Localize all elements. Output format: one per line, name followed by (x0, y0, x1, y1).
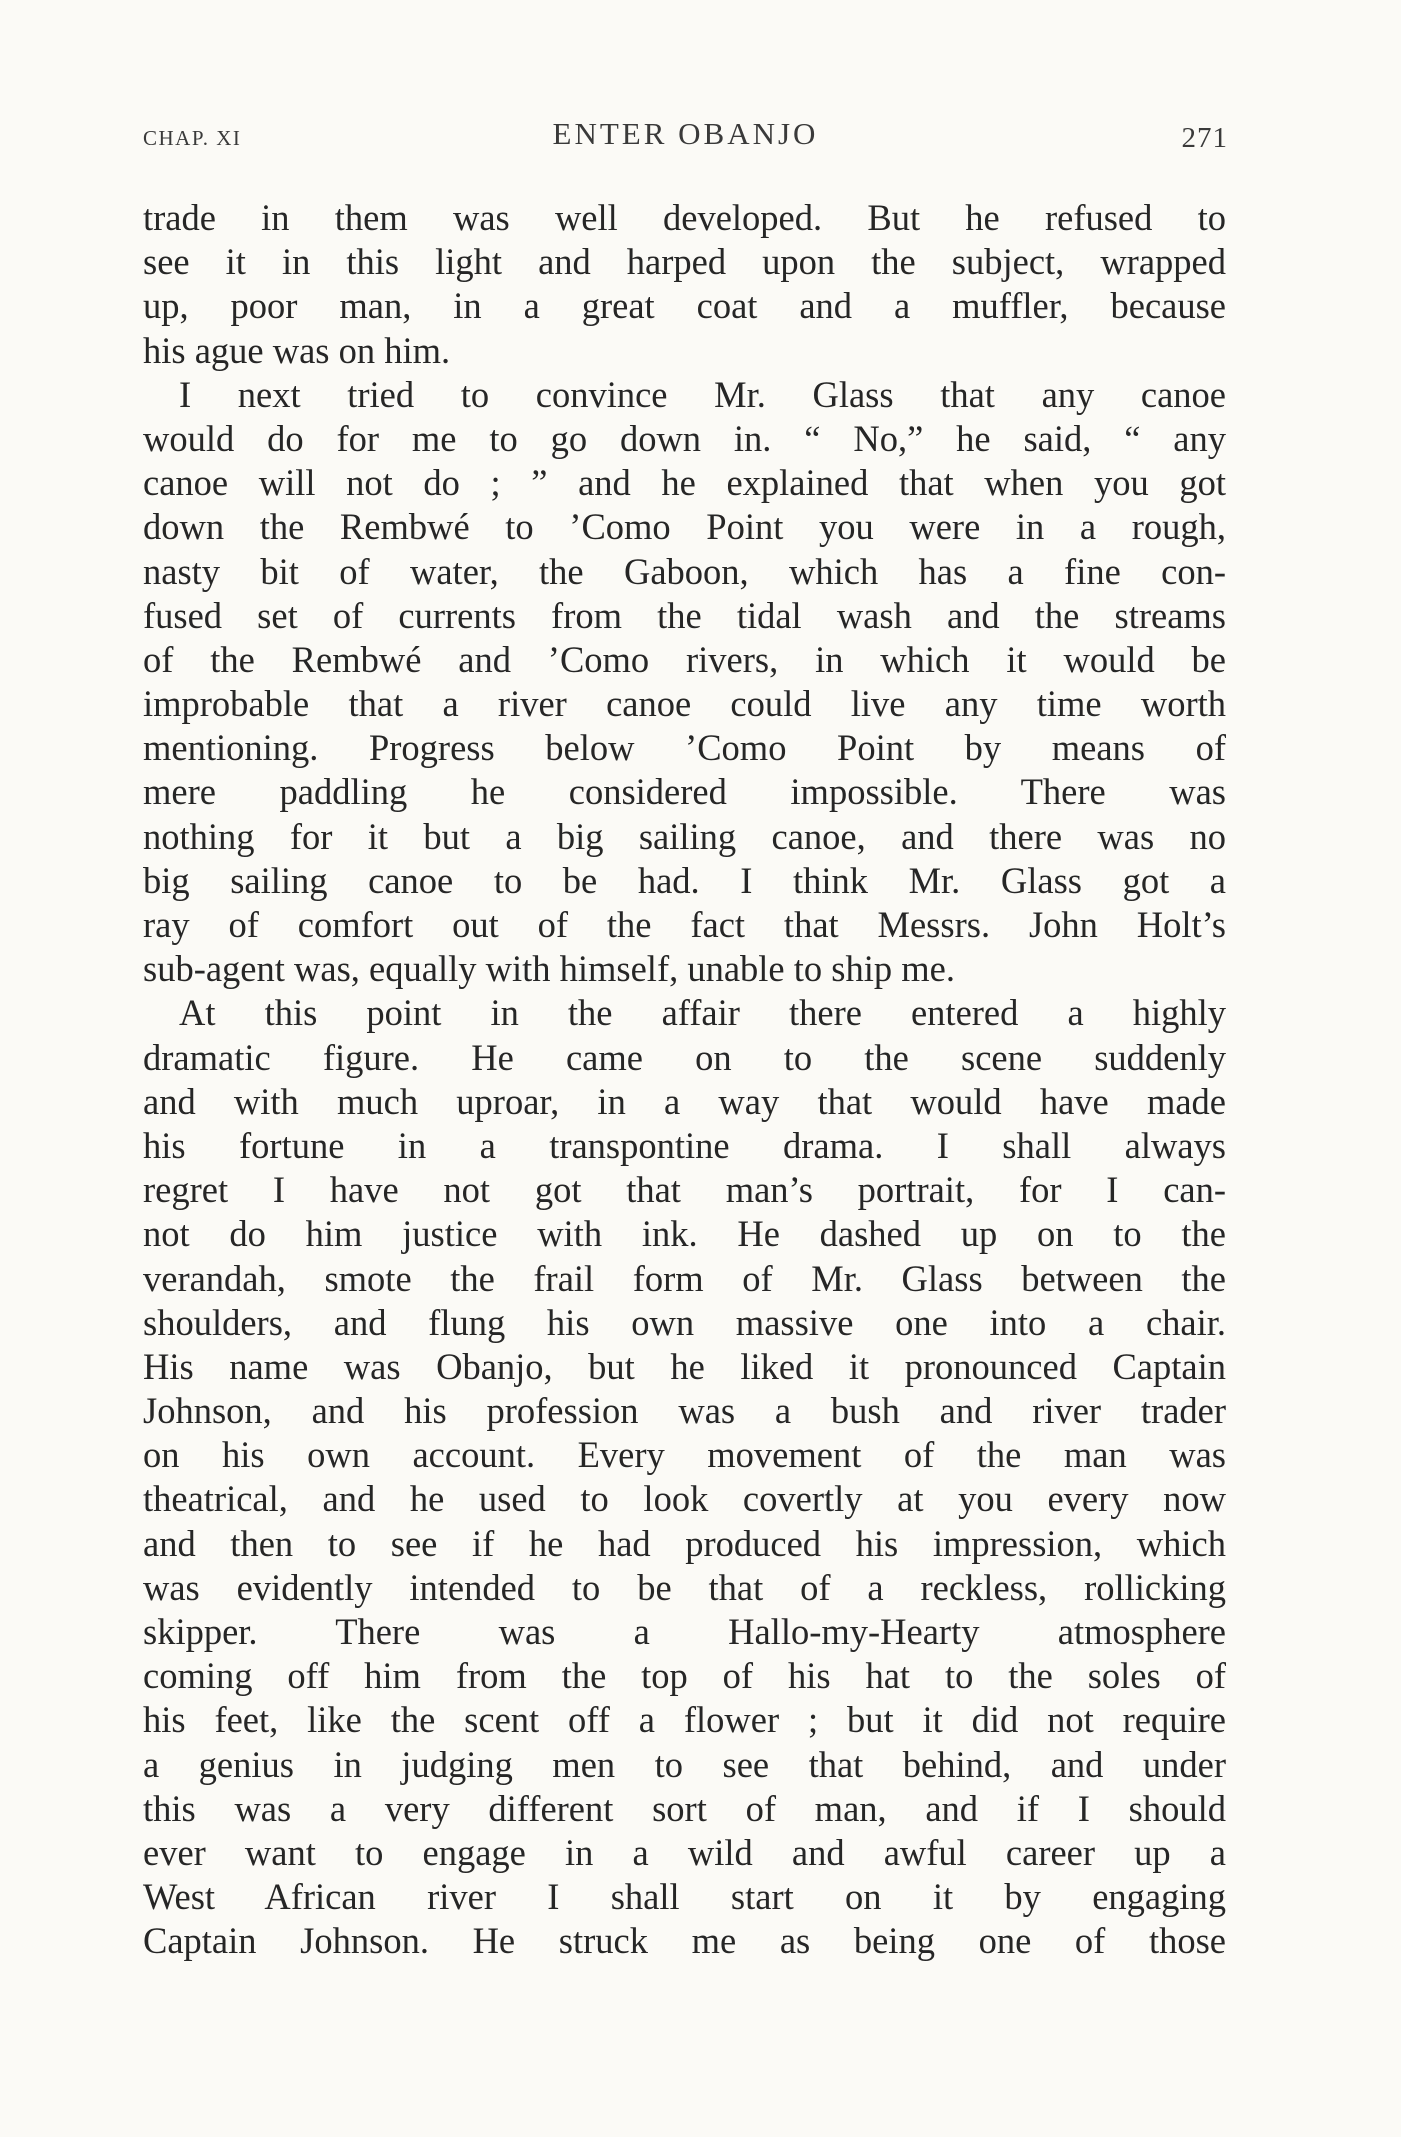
text-line: ever want to engage in a wild and awful career up a (143, 1831, 1226, 1873)
text-line: and with much uproar, in a way that would have made (143, 1080, 1226, 1122)
text-line: his feet, like the scent off a flower ; but it did not require (143, 1699, 1226, 1741)
text-line: canoe will not do ; ” and he explained that when you got (143, 462, 1226, 504)
text-line: His name was Obanjo, but he liked it pronounced Captain (143, 1345, 1226, 1387)
text-line: West African river I shall start on it by engaging (143, 1876, 1226, 1918)
text-line: skipper. There was a Hallo-my-Hearty atmosphere (143, 1611, 1226, 1652)
chapter-label: CHAP. XI (143, 126, 242, 150)
text-line: was evidently intended to be that of a reckless, rollicking (143, 1566, 1226, 1608)
text-line: Johnson, and his profession was a bush and river trader (143, 1390, 1226, 1432)
chapter-title: ENTER OBANJO (552, 116, 819, 151)
text-line: sub-agent was, equally with himself, unable to ship me. (143, 948, 955, 990)
text-line: mentioning. Progress below ’Como Point by means of (143, 727, 1226, 769)
text-line: nothing for it but a big sailing canoe, and there was no (143, 815, 1226, 857)
page-number: 271 (1181, 122, 1228, 154)
text-line: nasty bit of water, the Gaboon, which has a fine con- (143, 550, 1226, 592)
running-head (143, 116, 1228, 158)
text-line: mere paddling he considered impossible. There was (143, 771, 1226, 813)
text-line: improbable that a river canoe could live any time worth (143, 683, 1226, 725)
text-line: his ague was on him. (143, 329, 451, 371)
text-line: this was a very different sort of man, and if I should (143, 1787, 1226, 1829)
body-text (143, 196, 1226, 1964)
text-line: down the Rembwé to ’Como Point you were in a rough, (143, 506, 1226, 548)
text-line: of the Rembwé and ’Como rivers, in which it would be (143, 638, 1226, 680)
text-line: see it in this light and harped upon the subject, wrapped (143, 241, 1226, 283)
text-line: dramatic figure. He came on to the scene suddenly (143, 1036, 1226, 1078)
text-line: big sailing canoe to be had. I think Mr. Glass got a (143, 859, 1226, 901)
text-line: up, poor man, in a great coat and a muffler, because (143, 285, 1226, 327)
text-line: would do for me to go down in. “ No,” he said, “ any (143, 417, 1226, 459)
text-line: trade in them was well developed. But he refused to (143, 197, 1226, 238)
text-line: Captain Johnson. He struck me as being one of those (143, 1920, 1226, 1962)
text-line: theatrical, and he used to look covertly at you every now (143, 1478, 1226, 1520)
text-line: regret I have not got that man’s portrait, for I can- (143, 1169, 1226, 1211)
text-line: his fortune in a transpontine drama. I shall always (143, 1124, 1226, 1166)
text-line: ray of comfort out of the fact that Messrs. John Holt’s (143, 904, 1226, 945)
text-line: shoulders, and flung his own massive one into a chair. (143, 1301, 1226, 1343)
text-line: coming off him from the top of his hat to the soles of (143, 1655, 1226, 1697)
text-line: not do him justice with ink. He dashed up on to the (143, 1213, 1226, 1255)
text-line: and then to see if he had produced his impression, which (143, 1522, 1226, 1564)
text-line: fused set of currents from the tidal wash and the streams (143, 594, 1226, 636)
text-line: At this point in the affair there entered a highly (179, 992, 1226, 1034)
text-line: on his own account. Every movement of the man was (143, 1434, 1226, 1476)
text-line: a genius in judging men to see that behind, and under (143, 1743, 1226, 1785)
text-line: verandah, smote the frail form of Mr. Glass between the (143, 1257, 1226, 1299)
text-line: I next tried to convince Mr. Glass that any canoe (179, 373, 1226, 415)
